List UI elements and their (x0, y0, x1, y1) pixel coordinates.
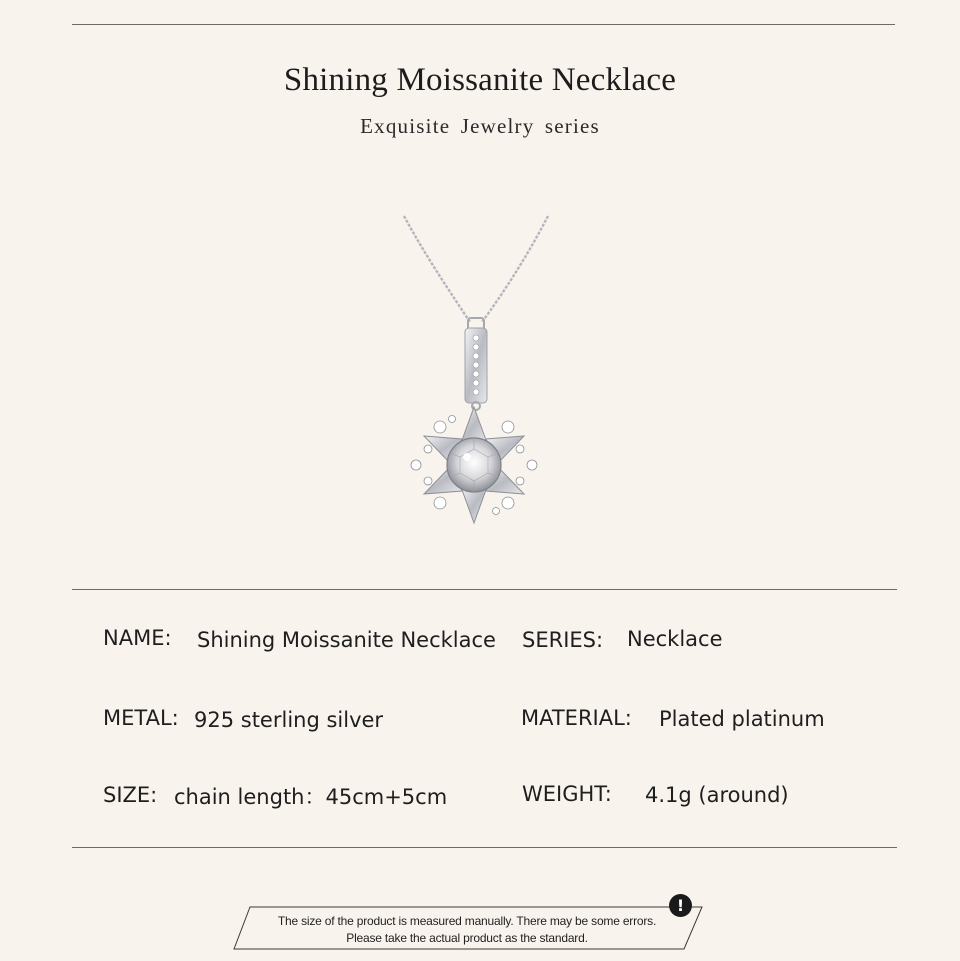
series-value: Necklace (627, 627, 723, 651)
page-subtitle: Exquisite Jewelry series (360, 114, 600, 138)
top-divider (72, 24, 895, 25)
specs-bottom-divider (72, 847, 897, 848)
metal-label: METAL: (103, 706, 179, 730)
specs-top-divider (72, 589, 897, 590)
exclamation-icon: ! (669, 894, 692, 917)
measurement-notice (232, 905, 704, 951)
name-label: NAME: (103, 626, 172, 650)
metal-value: 925 sterling silver (194, 708, 384, 732)
necklace-product-image (390, 210, 560, 540)
series-label: SERIES: (522, 628, 604, 652)
weight-label: WEIGHT: (522, 782, 612, 806)
notice-line-1: The size of the product is measured manually. There may be some errors. (277, 914, 657, 928)
size-value: chain length：45cm+5cm (174, 785, 448, 809)
material-label: MATERIAL: (521, 706, 632, 730)
size-label: SIZE: (103, 783, 158, 807)
notice-line-2: Please take the actual product as the standard. (346, 931, 588, 945)
material-value: Plated platinum (659, 707, 825, 731)
page-title: Shining Moissanite Necklace (283, 62, 677, 98)
name-value: Shining Moissanite Necklace (197, 628, 496, 652)
weight-value: 4.1g (around) (645, 783, 789, 807)
